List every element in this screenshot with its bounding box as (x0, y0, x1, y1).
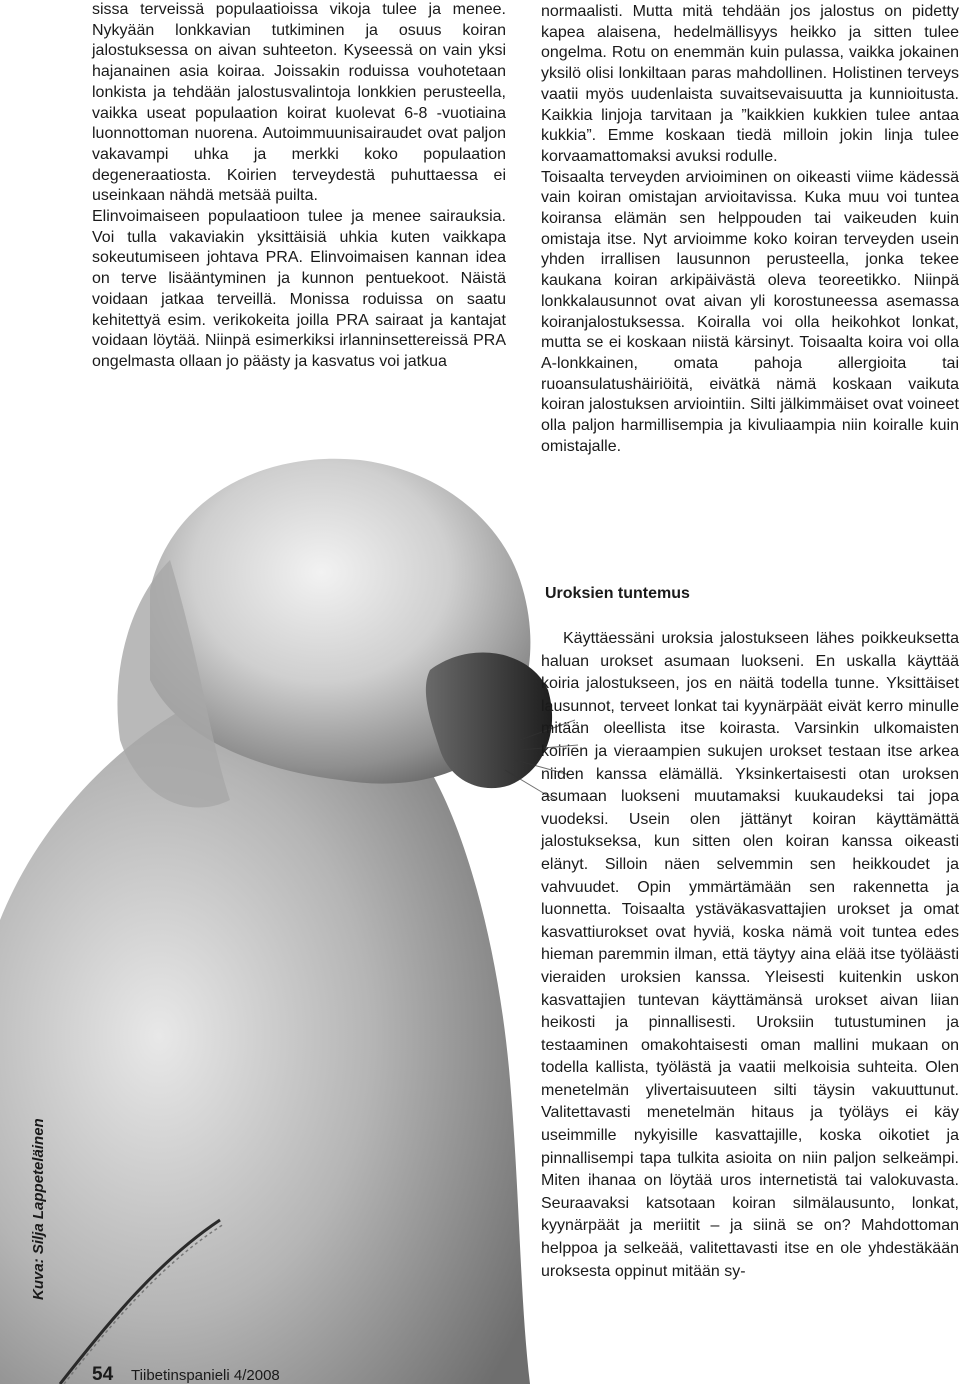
paragraph: Toisaalta terveyden arvioiminen on oikeasti viime kädessä vain koiran omistajan arvioitavissa. Kuka muu voi tuntea koiransa elämän sen helppouden tai vaikeuden kuin omistaja itse. Nyt arvioimme koko koiran terveyden usein yhden irrallisen lausunnon perusteella, jonka tekee kaukana koiran arkipäivästä oleva teoreetikko. Niinpä lonkkalausunnot ovat aivan yli korostuneessa asemassa koiranjalostuksessa. Koiralla voi olla heikohkot lonkat, mutta se ei koskaan niistä kärsinyt. Toisaalta koira voi olla A-lonkkainen, omata pahoja allergioita tai ruoansulatushäiriöitä, eivätkä nämä koskaan vaikuta koiran jalostuksen arviointiin. Silti jälkimmäiset ovat voineet olla paljon harmillisempia ja kivuliaampia niin koiralle kuin omistajalle. (541, 168, 959, 455)
paragraph: Elinvoimaiseen populaatioon tulee ja menee sairauksia. Voi tulla vakaviakin yksittäisiä uhkia kuten vaikkapa sokeutumiseen johtava PRA. Elinvoimaisen kannan idea on terve lisääntyminen ja kunnon pentuekoot. Näistä voidaan jatkaa terveillä. Monissa roduissa on saatu kehitettyä esim. verikokeita joilla PRA sairaat ja kantajat voidaan löytää. Niinpä esimerkiksi irlanninsettereissä PRA ongelmasta ollaan jo päästy ja kasvatus voi jatkua (92, 208, 506, 370)
left-text-column (92, 0, 506, 373)
page-number: 54 (92, 1364, 114, 1385)
photo-credit: Kuva: Silja Lappeteläinen (30, 1118, 47, 1300)
dog-photo (0, 440, 580, 1384)
publication-name: Tiibetinspanieli 4/2008 (131, 1367, 280, 1384)
section-heading: Uroksien tuntemus (545, 585, 690, 602)
right-text-column-bottom (541, 628, 959, 1283)
right-text-column-top (541, 2, 959, 457)
paragraph: Käyttäessäni uroksia jalostukseen lähes poikkeuksetta haluan urokset asumaan luokseni. En uskalla käyttää koiria jalostukseen, jos en näitä todella tunne. Yksittäiset lausunnot, terveet lonkat tai kyynärpäät eivät kerro minulle mitään oleellista itse koirasta. Varsinkin ulkomaisten koirien ja vieraampien sukujen urokset testaan itse arkea niiden kanssa elämällä. Yksinkertaisesti otan uroksen asumaan luokseni muutamaksi kuukaudeksi tai jopa vuodeksi. Usein olen jättänyt koiran käyttämättä jalostukseksa, kun sitten olen koiran kanssa oikeasti elänyt. Silloin näen selvemmin sen heikkoudet ja vahvuudet. Opin ymmärtämään sen rakennetta ja luonnetta. Toisaalta ystäväkasvattajien urokset ja omat kasvattiurokset ovat hyviä, koska nämä voit tuntea edes hieman paremmin ilman, että täytyy aina elää itse työläästi vieraiden uroksien kanssa. Yleisesti kuitenkin uskon kasvattajien tuntevan käyttämänsä urokset aivan liian heikosti ja pinnallisesti. Uroksiin tutustuminen ja testaaminen omakohtaisesti oman mallini mukaan on todella kallista, työlästä ja vaatii melkoisia suhteita. Olen menetelmän ylivertaisuuteen silti täysin vakuuttunut. Valitettavasti menetelmän hitaus ja työläys ei käy useimmille nykyisille kasvattajille, koska oikotiet ja pinnallisempi tapa tulkita asioita on niin paljon selkeämpi. Miten ihanaa on löytää uros internetistä tai valokuvasta. Seuraavaksi katsotaan koiran silmälausunto, lonkat, kyynärpäät ja meriitit – ja siinä se on? Mahdottoman helppoa ja selkeää, valitettavasti itse en ole yhdestäkään uroksesta oppinut mitään sy- (541, 630, 959, 1280)
paragraph: sissa terveissä populaatioissa vikoja tulee ja menee. Nykyään lonkkavian tutkiminen ja osuus koiran jalostuksessa on aivan suhteeton. Kyseessä on vain yksi hajanainen asia koiraa. Joissakin roduissa vouhotetaan lonkista ja tehdään jalostusvalintoja lonkkien perusteella, vaikka useat populaation koirat kuolevat 6-8 -vuotiaina luonnottoman nuorena. Autoimmuunisairaudet ovat paljon vakavampi uhka ja merkki koko populaation degeneraatiosta. Koirien terveydestä puhuttaessa ei useinkaan nähdä metsää puilta. (92, 1, 506, 205)
paragraph: normaalisti. Mutta mitä tehdään jos jalostus on pidetty kapea alaisena, hedelmällisyys heikko ja sitten tulee ongelma. Rotu on enemmän kuin pulassa, vaikka jokainen yksilö olisi lonkiltaan paras mahdollinen. Holistinen terveys vaatii myös uudenlaista suvaitsevaisuutta ja kunnioitusta. Kaikkia linjoja tarvitaan ja ”kaikkien kukkien tulee antaa kukkia”. Emme koskaan tiedä milloin jokin linja tulee korvaamattomaksi avuksi rodulle. (541, 3, 959, 165)
page-footer (92, 1364, 280, 1386)
